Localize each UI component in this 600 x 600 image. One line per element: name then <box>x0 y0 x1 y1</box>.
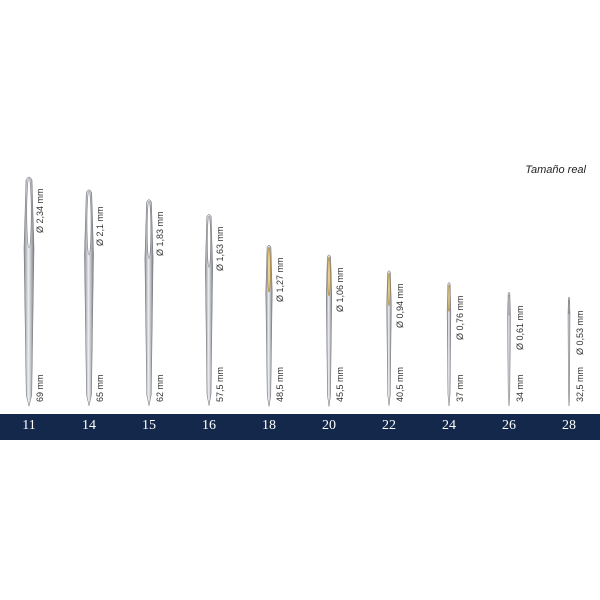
needle-eye <box>207 216 210 267</box>
length-label: 65 mm <box>95 374 105 402</box>
caption-real-size: Tamaño real <box>525 164 586 176</box>
diameter-label: Ø 1,63 mm <box>215 226 225 272</box>
diameter-label: Ø 0,94 mm <box>395 283 405 329</box>
needle-eye-hole <box>329 259 330 294</box>
diameter-label: Ø 0,76 mm <box>455 295 465 341</box>
length-label: 32,5 mm <box>575 366 585 402</box>
diameter-label: Ø 2,1 mm <box>95 206 105 247</box>
size-number: 11 <box>22 418 36 433</box>
size-number: 24 <box>442 418 456 433</box>
needle-eye-hole <box>449 287 450 309</box>
length-label: 37 mm <box>455 374 465 402</box>
size-number: 15 <box>142 418 156 433</box>
needle-eye <box>147 201 151 259</box>
needle-eye-hole <box>269 249 270 290</box>
needle-eye <box>27 178 32 248</box>
needle-eye <box>569 300 570 314</box>
length-label: 57,5 mm <box>215 366 225 402</box>
size-number: 18 <box>262 418 276 433</box>
size-number: 22 <box>382 418 396 433</box>
diameter-label: Ø 1,83 mm <box>155 211 165 257</box>
length-label: 48,5 mm <box>275 366 285 402</box>
diameter-label: Ø 2,34 mm <box>35 188 45 233</box>
diameter-label: Ø 1,27 mm <box>275 257 285 302</box>
length-label: 34 mm <box>515 374 525 402</box>
needle-eye-hole <box>389 275 390 304</box>
diameter-label: Ø 0,61 mm <box>515 305 525 351</box>
length-label: 40,5 mm <box>395 366 405 402</box>
length-label: 69 mm <box>35 374 45 402</box>
size-number: 28 <box>562 418 576 433</box>
size-number: 20 <box>322 418 336 433</box>
size-number: 16 <box>202 418 216 433</box>
length-label: 45,5 mm <box>335 366 345 402</box>
needle-eye <box>87 191 91 255</box>
needle-eye <box>508 295 509 315</box>
size-number: 14 <box>82 418 96 433</box>
size-number: 26 <box>502 418 516 433</box>
length-label: 62 mm <box>155 374 165 402</box>
diameter-label: Ø 0,53 mm <box>575 310 585 356</box>
diameter-label: Ø 1,06 mm <box>335 267 345 312</box>
